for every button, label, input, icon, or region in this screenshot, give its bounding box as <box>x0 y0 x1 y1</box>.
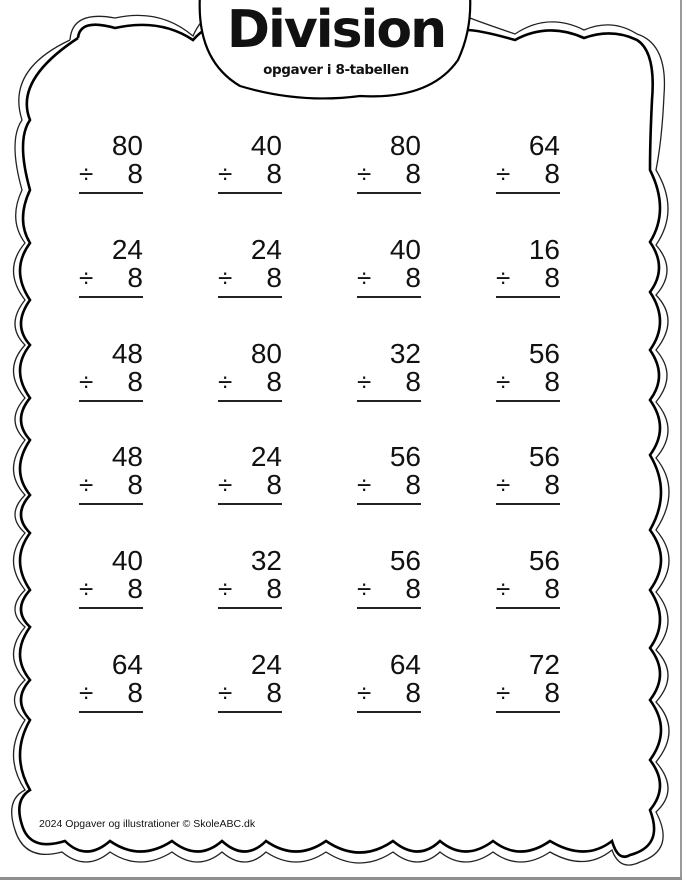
dividend: 80 <box>250 338 282 369</box>
divisor: 8 <box>405 677 421 708</box>
divisor: 8 <box>405 158 421 189</box>
division-problem <box>357 547 421 611</box>
division-problem <box>218 443 282 507</box>
divide-icon: ÷ <box>357 574 372 604</box>
divisor: 8 <box>266 573 282 604</box>
divisor: 8 <box>127 366 143 397</box>
division-problem <box>357 132 421 196</box>
division-problem <box>357 443 421 507</box>
divisor: 8 <box>544 158 560 189</box>
dividend: 24 <box>250 234 282 265</box>
worksheet-title: Division <box>226 0 446 60</box>
divide-icon: ÷ <box>357 367 372 397</box>
divide-icon: ÷ <box>79 159 94 189</box>
answer-line <box>357 296 421 298</box>
divisor: 8 <box>544 262 560 293</box>
dividend: 56 <box>528 338 560 369</box>
divide-icon: ÷ <box>218 574 233 604</box>
dividend: 48 <box>111 338 143 369</box>
answer-line <box>218 400 282 402</box>
divide-icon: ÷ <box>218 678 233 708</box>
answer-line <box>357 607 421 609</box>
divide-icon: ÷ <box>357 678 372 708</box>
copyright-footer: 2024 Opgaver og illustrationer © SkoleABC.dk <box>39 818 256 830</box>
answer-line <box>357 400 421 402</box>
divide-icon: ÷ <box>79 574 94 604</box>
division-problem <box>218 236 282 300</box>
answer-line <box>218 503 282 505</box>
divisor: 8 <box>127 262 143 293</box>
dividend: 48 <box>111 441 143 472</box>
divisor: 8 <box>266 158 282 189</box>
division-problem <box>218 340 282 404</box>
divisor: 8 <box>544 573 560 604</box>
divisor: 8 <box>127 677 143 708</box>
answer-line <box>218 296 282 298</box>
divisor: 8 <box>405 573 421 604</box>
answer-line <box>218 192 282 194</box>
division-problem <box>496 132 560 196</box>
dividend: 40 <box>250 130 282 161</box>
dividend: 56 <box>389 441 421 472</box>
divide-icon: ÷ <box>79 678 94 708</box>
division-problem <box>357 236 421 300</box>
dividend: 64 <box>389 649 421 680</box>
division-problem <box>218 547 282 611</box>
division-problem <box>496 340 560 404</box>
division-problem <box>79 651 143 715</box>
division-problem <box>357 340 421 404</box>
division-problem <box>496 443 560 507</box>
division-problem <box>79 132 143 196</box>
division-problem <box>79 547 143 611</box>
dividend: 56 <box>528 545 560 576</box>
dividend: 24 <box>250 441 282 472</box>
answer-line <box>496 296 560 298</box>
divisor: 8 <box>127 158 143 189</box>
division-problem <box>218 132 282 196</box>
answer-line <box>79 296 143 298</box>
answer-line <box>496 400 560 402</box>
divisor: 8 <box>266 677 282 708</box>
dividend: 64 <box>528 130 560 161</box>
divisor: 8 <box>266 366 282 397</box>
divide-icon: ÷ <box>496 574 511 604</box>
division-problem <box>79 236 143 300</box>
divide-icon: ÷ <box>357 159 372 189</box>
answer-line <box>79 192 143 194</box>
worksheet-subtitle: opgaver i 8-tabellen <box>263 62 409 78</box>
divisor: 8 <box>127 573 143 604</box>
dividend: 56 <box>528 441 560 472</box>
dividend: 80 <box>111 130 143 161</box>
dividend: 72 <box>528 649 560 680</box>
dividend: 80 <box>389 130 421 161</box>
answer-line <box>79 503 143 505</box>
dividend: 16 <box>528 234 560 265</box>
divide-icon: ÷ <box>496 367 511 397</box>
dividend: 32 <box>389 338 421 369</box>
divisor: 8 <box>266 262 282 293</box>
answer-line <box>357 503 421 505</box>
division-problem <box>496 236 560 300</box>
answer-line <box>496 503 560 505</box>
divisor: 8 <box>544 366 560 397</box>
divisor: 8 <box>405 366 421 397</box>
answer-line <box>79 711 143 713</box>
dividend: 32 <box>250 545 282 576</box>
divide-icon: ÷ <box>496 159 511 189</box>
answer-line <box>496 607 560 609</box>
divide-icon: ÷ <box>218 367 233 397</box>
divisor: 8 <box>405 469 421 500</box>
divide-icon: ÷ <box>79 367 94 397</box>
answer-line <box>218 711 282 713</box>
answer-line <box>496 711 560 713</box>
dividend: 24 <box>250 649 282 680</box>
answer-line <box>357 711 421 713</box>
divide-icon: ÷ <box>357 263 372 293</box>
dividend: 24 <box>111 234 143 265</box>
answer-line <box>79 400 143 402</box>
dividend: 40 <box>389 234 421 265</box>
divisor: 8 <box>544 469 560 500</box>
divide-icon: ÷ <box>218 263 233 293</box>
answer-line <box>357 192 421 194</box>
divide-icon: ÷ <box>357 470 372 500</box>
answer-line <box>218 607 282 609</box>
division-problem <box>218 651 282 715</box>
divide-icon: ÷ <box>496 678 511 708</box>
division-problem <box>496 651 560 715</box>
divisor: 8 <box>544 677 560 708</box>
division-problem <box>496 547 560 611</box>
divisor: 8 <box>405 262 421 293</box>
divide-icon: ÷ <box>218 470 233 500</box>
dividend: 64 <box>111 649 143 680</box>
divide-icon: ÷ <box>79 263 94 293</box>
division-problem <box>79 340 143 404</box>
dividend: 40 <box>111 545 143 576</box>
divide-icon: ÷ <box>79 470 94 500</box>
division-problem <box>357 651 421 715</box>
answer-line <box>496 192 560 194</box>
divide-icon: ÷ <box>218 159 233 189</box>
divide-icon: ÷ <box>496 470 511 500</box>
answer-line <box>79 607 143 609</box>
divisor: 8 <box>266 469 282 500</box>
division-problem <box>79 443 143 507</box>
divide-icon: ÷ <box>496 263 511 293</box>
dividend: 56 <box>389 545 421 576</box>
divisor: 8 <box>127 469 143 500</box>
